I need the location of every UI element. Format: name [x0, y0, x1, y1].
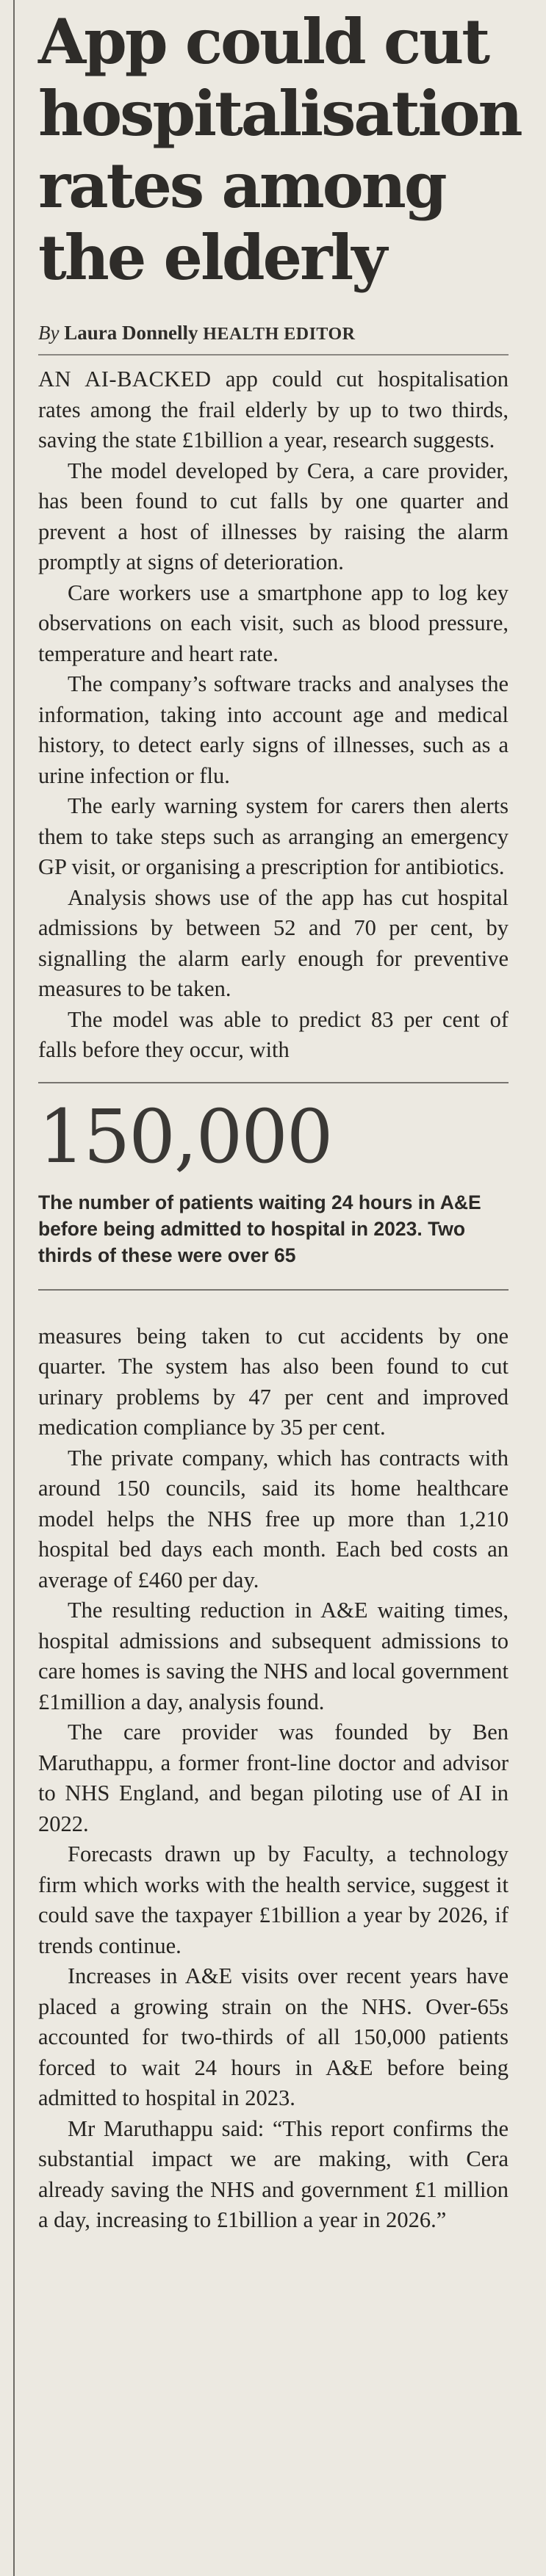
byline-divider	[38, 354, 509, 356]
body-paragraph: The model developed by Cera, a care provider, has been found to cut falls by one quarter and prevent a host of illnesses by raising the alarm promptly at signs of deterioration.	[38, 458, 509, 574]
body-paragraph: The private company, which has contracts with around 150 councils, said its home healthcare model helps the NHS free up more than 1,210 hospital bed days each month. Each bed costs an average of £460 per day.	[38, 1445, 509, 1592]
byline-by: By	[38, 322, 60, 344]
byline	[38, 320, 509, 347]
headline-line: the elderly	[38, 221, 386, 294]
article-body-bottom	[38, 1321, 509, 2236]
headline-line: App could cut	[38, 5, 489, 78]
body-paragraph: Care workers use a smartphone app to log key observations on each visit, such as blood pressure, temperature and heart rate.	[38, 580, 509, 666]
body-paragraph: The resulting reduction in A&E waiting times, hospital admissions and subsequent admissions to care homes is saving the NHS and local government £1million a day, analysis found.	[38, 1598, 509, 1714]
body-paragraph: Analysis shows use of the app has cut hospital admissions by between 52 and 70 per cent, by signalling the alarm early enough for preventive measures to be taken.	[38, 884, 509, 1001]
body-paragraph: The model was able to predict 83 per cent of falls before they occur, with	[38, 1006, 509, 1062]
headline	[38, 0, 521, 294]
headline-line: hospitalisation	[38, 77, 521, 150]
pull-quote-number: 150,000	[38, 1093, 332, 1180]
pull-quote-caption: The number of patients waiting 24 hours in A&E before being admitted to hospital in 2023. Two thirds of these were over 65	[38, 1191, 481, 1266]
pull-quote-box	[38, 1082, 509, 1291]
article-body-top	[38, 364, 509, 1066]
body-paragraph: measures being taken to cut accidents by one quarter. The system has also been found to cut urinary problems by 47 per cent and improved medication compliance by 35 per cent.	[38, 1323, 509, 1440]
lead-text: app could cut hospitalisation rates among the frail elderly by up to two thirds, saving the state £1billion a year, research suggests.	[38, 367, 509, 452]
body-paragraph: Mr Maruthappu said: “This report confirms the substantial impact we are making, with Cera already saving the NHS and government £1 million a day, increasing to £1billion a year in 2026.”	[38, 2115, 509, 2232]
article-column	[38, 0, 521, 2236]
headline-line: rates among	[38, 149, 445, 222]
author-name: Laura Donnelly	[64, 322, 198, 344]
body-paragraph: The early warning system for carers then alerts them to take steps such as arranging an emergency GP visit, or organising a prescription for antibiotics.	[38, 793, 509, 879]
body-paragraph: Forecasts drawn up by Faculty, a technology firm which works with the health service, suggest it could save the taxpayer £1billion a year by 2026, if trends continue.	[38, 1841, 509, 1958]
body-paragraph: Increases in A&E visits over recent years have placed a growing strain on the NHS. Over-65s accounted for two-thirds of all 150,000 patients forced to wait 24 hours in A&E before being admitted to hospital in 2023.	[38, 1963, 509, 2110]
body-paragraph	[38, 364, 509, 456]
author-role: HEALTH EDITOR	[203, 325, 356, 344]
lead-kicker: AN AI-BACKED	[38, 367, 212, 392]
body-paragraph: The care provider was founded by Ben Maruthappu, a former front-line doctor and advisor to NHS England, and began piloting use of AI in 2022.	[38, 1720, 509, 1836]
body-paragraph: The company’s software tracks and analyses the information, taking into account age and medical history, to detect early signs of illnesses, such as a urine infection or flu.	[38, 671, 509, 788]
column-rule	[13, 0, 15, 2576]
